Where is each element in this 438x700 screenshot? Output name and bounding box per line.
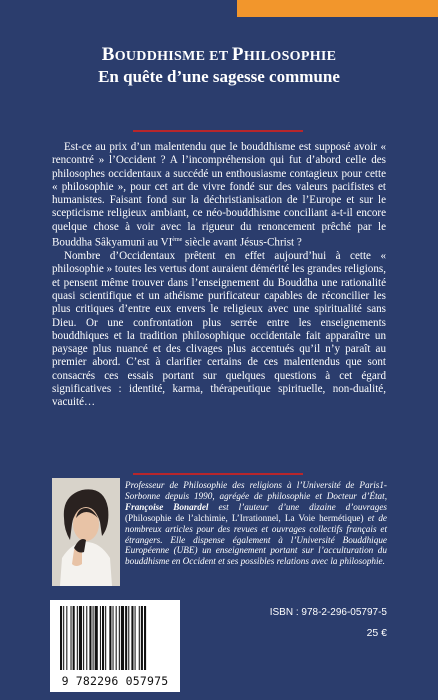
barcode-bar	[128, 606, 129, 670]
title-initial-b: B	[101, 44, 115, 65]
barcode-bar	[125, 606, 127, 670]
author-portrait-icon	[52, 478, 120, 586]
barcode-bar	[93, 606, 94, 670]
barcode-bar	[66, 606, 67, 670]
blurb-paragraph-2: Nombre d’Occidentaux prêtent en effet aujourd’hui à cette « philosophie » toutes les vertus dont auraient démérité les grandes religions, et pensent même trouver dans l’enseignement du Bouddha une rationalité quasi scientifique et un athéisme purificateur capables de réconcilier les plus critiques d’entre eux envers le religieux avec une spiritualité sans Dieu. Or une confrontation plus serrée entre les enseignements bouddhiques et la tradition philosophique occidentale fait apparaître un paysage plus nuancé et des clivages plus accentués qu’il n’y paraît au premier abord. C’est à clarifier certains de ces malentendus que sont consacrés ces essais portant sur quelques questions à cet égard significatives : identité, karma, thérapeutique spirituelle, non-dualité, vacuité…	[52, 250, 386, 409]
isbn: ISBN : 978-2-296-05797-5	[269, 607, 387, 618]
barcode-bar	[71, 606, 72, 670]
barcode-bar	[73, 606, 75, 670]
blurb-p1-end: siècle avant Jésus-Christ ?	[182, 236, 302, 249]
barcode-digits: 9 782296 057975	[61, 674, 169, 688]
barcode-bar	[105, 606, 106, 670]
barcode-bar	[131, 606, 133, 670]
barcode-bar	[121, 606, 124, 670]
barcode-bar	[116, 606, 117, 670]
book-title	[0, 44, 438, 66]
author-photo	[52, 478, 120, 586]
bio-works: (Philosophie de l’alchimie, L’Irrationnel, La Voie hermétique)	[125, 512, 364, 523]
barcode-bar	[144, 606, 146, 670]
barcode-bar	[102, 606, 104, 670]
barcode-bar	[113, 606, 114, 670]
barcode-bar	[83, 606, 84, 670]
bio-text-2: est l’auteur d’une dizaine d’ouvrages	[208, 501, 387, 512]
author-bio	[125, 480, 387, 567]
title-initial-p: P	[231, 44, 244, 65]
century-superscript: ème	[172, 237, 183, 244]
blurb-p1-text: Est-ce au prix d’un malentendu que le bouddhisme est supposé avoir « rencontré » l’Occident ? A l’incompréhension qui fut d’abord celle des philosophes occidentaux a succédé un enthousiasme contagieux pour cette « philosophie », pour cet art de vivre fondé sur des valeurs pacifistes et humanistes. Faisant fond sur la déchristianisation de l’Europe et sur le scepticisme religieux ambiant, ce néo-bouddhisme conciliant a-t-il encore quelque chose à voir avec la rigueur du renoncement prêché par le Bouddha Sâkyamuni au VI	[52, 141, 386, 249]
title-part-2: HILOSOPHIE	[243, 49, 337, 64]
barcode-bar	[100, 606, 101, 670]
bio-text-1: Professeur de Philosophie des religions à l’Université de Paris1-Sorbonne depuis 1990, agrégée de philosophie et Docteur d’État,	[125, 480, 387, 501]
author-name: Françoise Bonardel	[125, 501, 209, 512]
barcode-bar	[86, 606, 87, 670]
barcode-bar	[63, 606, 64, 670]
book-subtitle: En quête d’une sagesse commune	[98, 67, 340, 86]
barcode-bar	[139, 606, 140, 670]
price: 25 €	[366, 627, 387, 639]
barcode-bar	[109, 606, 111, 670]
barcode-bar	[89, 606, 91, 670]
bottom-divider	[133, 473, 303, 475]
blurb-paragraph-1	[52, 141, 386, 250]
blurb-text	[52, 141, 386, 410]
top-divider	[133, 130, 303, 132]
barcode-bar	[95, 606, 98, 670]
barcode-bar	[119, 606, 120, 670]
orange-accent-bar	[237, 0, 438, 17]
barcode-bar	[77, 606, 78, 670]
bio-text-3: et de nombreux articles pour des revues et ouvrages collectifs français et étrangers. Elle dispense également à l’Université Bouddhique Européenne (UBE) un enseignement portant sur l’acculturation du bouddhisme en Occident et ses possibles relations avec la philosophie.	[125, 512, 388, 567]
title-part-1: OUDDHISME ET	[114, 49, 232, 64]
barcode-bar	[141, 606, 143, 670]
barcode-bar	[135, 606, 136, 670]
barcode-bars	[50, 600, 180, 674]
barcode-bar	[79, 606, 82, 670]
barcode-bar	[60, 606, 62, 670]
